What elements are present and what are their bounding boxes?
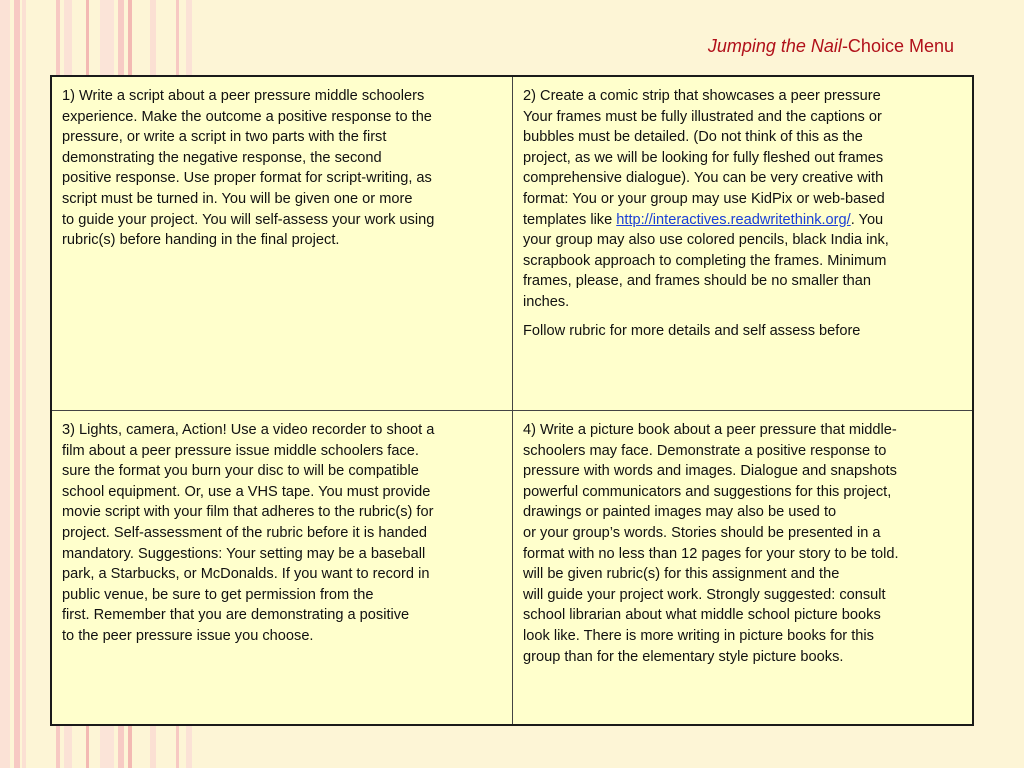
readwritethink-link[interactable]: http://interactives.readwritethink.org/ [616, 211, 851, 228]
choice-cell-2 [513, 77, 972, 411]
page-title [708, 36, 954, 57]
choice-2-second-paragraph: Follow rubric for more details and self assess before [523, 322, 861, 339]
decor-stripe [14, 0, 20, 768]
choice-4-text: 4) Write a picture book about a peer pressure that middle- schoolers may face. Demonstrate a positive response to pressure with words and images. Dialogue and snapshots powerful communicators and suggestions for this project, drawings or painted images may also be used to or your group’s words. Stories should be presented in a format with no less than 12 pages for your story to be told. will be given rubric(s) for this assignment and the will guide your project work. Strongly suggested: consult school librarian about what middle school picture books look like. There is more writing in picture books for this group than for the elementary style picture books. [523, 422, 899, 665]
page-title-plain: -Choice Menu [841, 36, 954, 56]
choice-3-text: 3) Lights, camera, Action! Use a video recorder to shoot a film about a peer pressure issue middle schoolers face. sure the format you burn your disc to will be compatible school equipment. Or, use a VHS tape. You must provide movie script with your film that adheres to the rubric(s) for project. Self-assessment of the rubric before it is handed mandatory. Suggestions: Your setting may be a baseball park, a Starbucks, or McDonalds. If you want to record in public venue, be sure to get permission from the first. Remember that you are demonstrating a positive to the peer pressure issue you choose. [62, 422, 435, 644]
choice-2-text [523, 86, 962, 313]
choice-cell-4 [513, 411, 972, 724]
page-title-italic: Jumping the Nail [707, 36, 842, 56]
choice-1-text: 1) Write a script about a peer pressure middle schoolers experience. Make the outcome a positive response to the pressure, or write a script in two parts with the first demonstrating the negative response, the second positive response. Use proper format for script-writing, as script must be turned in. You will be given one or more to guide your project. You will self-assess your work using rubric(s) before handing in the final project. [62, 88, 435, 249]
choice-cell-3 [52, 411, 513, 724]
decor-stripe [22, 0, 26, 768]
decor-stripe [0, 0, 10, 768]
choice-cell-1 [52, 77, 513, 411]
choice-2-text-after-link: . You your group may also use colored pencils, black India ink, scrapbook approach to completing the frames. Minimum frames, please, and frames should be no smaller than inches. [523, 211, 889, 310]
choice-menu-table [50, 75, 974, 726]
choice-2-text-before-link: 2) Create a comic strip that showcases a peer pressure Your frames must be fully illustrated and the captions or bubbles must be detailed. (Do not think of this as the project, as we will be looking for fully fleshed out frames comprehensive dialogue). You can be very creative with format: You or your group may use KidPix or web-based templates like [523, 88, 885, 228]
